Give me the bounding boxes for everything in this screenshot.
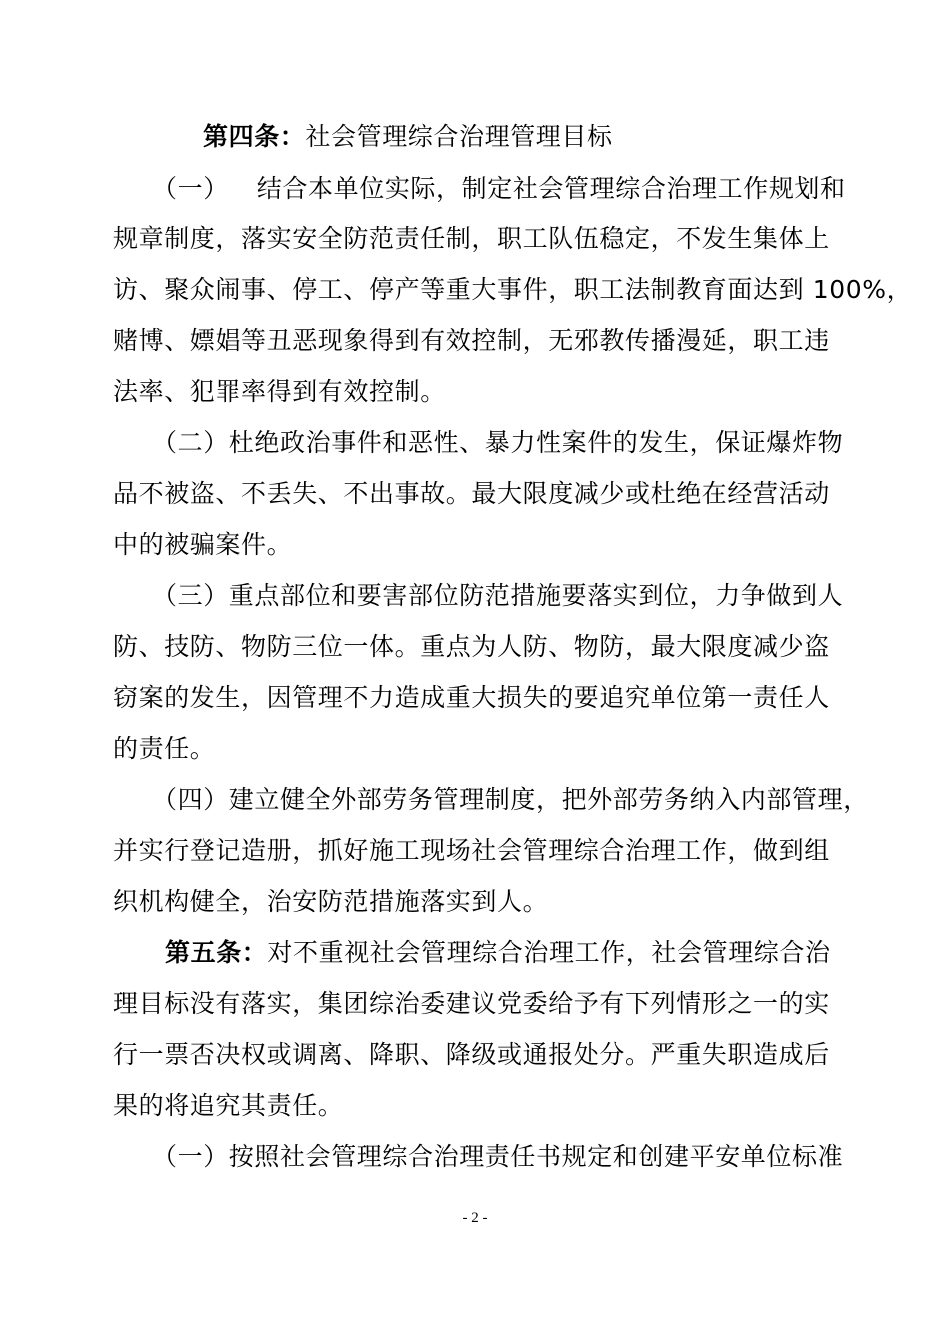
item-3-text-line: 防、技防、物防三位一体。重点为人防、物防，最大限度减少盗 (113, 632, 830, 661)
item-2-text-line: （二）杜绝政治事件和恶性、暴力性案件的发生，保证爆炸物 (152, 428, 844, 457)
item-1-marker: （一） (152, 174, 229, 203)
item-4-text-line: （四）建立健全外部劳务管理制度，把外部劳务纳入内部管理， (152, 785, 869, 814)
article-5-label: 第五条： (165, 938, 268, 967)
item-2-text-line: 中的被骗案件。 (113, 530, 293, 559)
article-5-text-line: 果的将追究其责任。 (113, 1091, 344, 1120)
item-4-text-line: 并实行登记造册，抓好施工现场社会管理综合治理工作，做到组 (113, 836, 830, 865)
item-2-text-line: 品不被盗、不丢失、不出事故。最大限度减少或杜绝在经营活动 (113, 479, 830, 508)
item-4-text-line: 织机构健全，治安防范措施落实到人。 (113, 887, 549, 916)
article-5-first-line (165, 936, 831, 970)
item-1-text-line: 访、聚众闹事、停工、停产等重大事件，职工法制教育面达到 100%， (113, 275, 913, 304)
item-1-text-line: 法率、犯罪率得到有效控制。 (113, 377, 446, 406)
article-5-text-line: 理目标没有落实，集团综治委建议党委给予有下列情形之一的实 (113, 989, 830, 1018)
item-3-text-line: （三）重点部位和要害部位防范措施要落实到位，力争做到人 (152, 581, 844, 610)
item-3-text-line: 的责任。 (113, 734, 216, 763)
article-4-heading-line (203, 120, 613, 154)
article-5-item-1-line: （一）按照社会管理综合治理责任书规定和创建平安单位标准 (152, 1142, 844, 1171)
article-5-text-line: 行一票否决权或调离、降职、降级或通报处分。严重失职造成后 (113, 1040, 830, 1069)
page-number: - 2 - (462, 1210, 488, 1226)
item-1-text-line: 赌博、嫖娼等丑恶现象得到有效控制，无邪教传播漫延，职工违 (113, 326, 830, 355)
item-1-text-line: 结合本单位实际，制定社会管理综合治理工作规划和 (256, 174, 846, 203)
article-4-label: 第四条： (203, 122, 306, 151)
item-1-first-line (152, 172, 846, 206)
article-5-text: 对不重视社会管理综合治理工作，社会管理综合治 (267, 938, 831, 967)
article-4-title: 社会管理综合治理管理目标 (305, 122, 613, 151)
item-3-text-line: 窃案的发生，因管理不力造成重大损失的要追究单位第一责任人 (113, 683, 830, 712)
item-1-text-line: 规章制度，落实安全防范责任制，职工队伍稳定，不发生集体上 (113, 224, 830, 253)
